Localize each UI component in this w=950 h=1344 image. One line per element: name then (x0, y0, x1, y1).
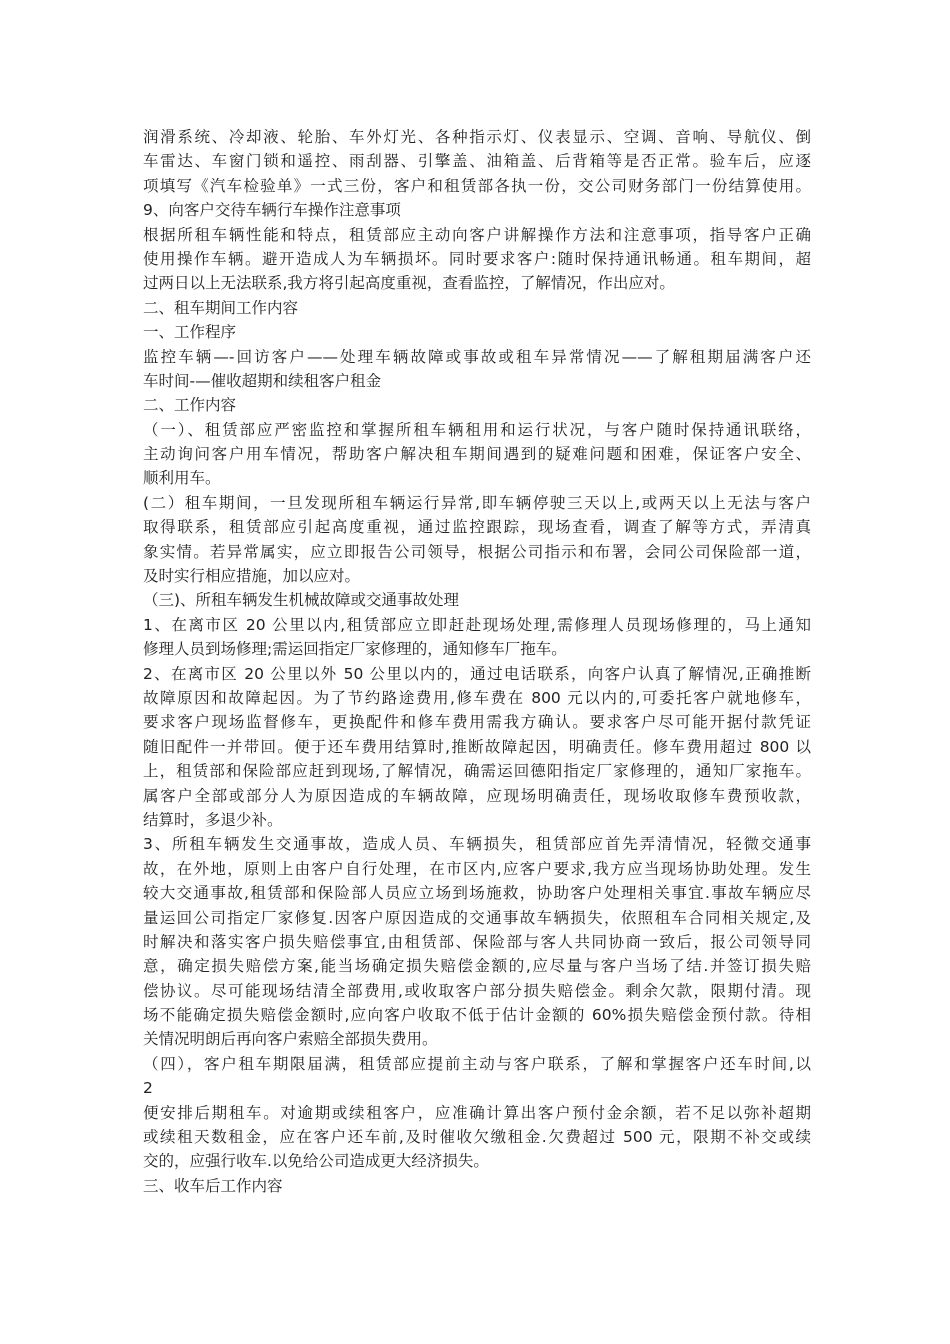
text-line: 要求客户现场监督修车，更换配件和修车费用需我方确认。要求客户尽可能开据付款凭证 (143, 713, 811, 732)
section-heading: （三)、所租车辆发生机械故障或交通事故处理 (143, 591, 460, 610)
text-line: 意，确定损失赔偿方案,能当场确定损失赔偿金额的,应尽量与客户当场了结.并签订损失赔 (143, 957, 811, 976)
text-line: 取得联系，租赁部应引起高度重视，通过监控跟踪，现场查看，调查了解等方式，弄清真 (143, 518, 811, 537)
text-line: 量运回公司指定厂家修复.因客户原因造成的交通事故车辆损失，依照租车合同相关规定,及 (143, 908, 811, 927)
text-line: 及时实行相应措施，加以应对。 (143, 567, 361, 586)
text-line: 关情况明朗后再向客户索赔全部损失费用。 (143, 1030, 438, 1049)
text-line: 上，租赁部和保险部应赶到现场,了解情况，确需运回德阳指定厂家修理的，通知厂家拖车。 (143, 762, 811, 781)
text-line: 车时间-—催收超期和续租客户租金 (143, 371, 382, 390)
text-line: (二）租车期间，一旦发现所租车辆运行异常,即车辆停驶三天以上,或两天以上无法与客户 (143, 493, 811, 512)
text-line: （一）、租赁部应严密监控和掌握所租车辆租用和运行状况，与客户随时保持通讯联络， (143, 420, 811, 439)
text-line: 结算时，多退少补。 (143, 810, 283, 829)
text-line: 象实情。若异常属实，应立即报告公司领导，根据公司指示和布署，会同公司保险部一道， (143, 542, 811, 561)
text-line: 随旧配件一并带回。便于还车费用结算时,推断故障起因，明确责任。修车费用超过 800 以 (143, 737, 811, 756)
section-heading: 二、工作内容 (143, 396, 237, 415)
text-line: 或续租天数租金，应在客户还车前,及时催收欠缴租金.欠费超过 500 元，限期不补交或续 (143, 1128, 811, 1147)
text-line: 偿协议。尽可能现场结清全部费用,或收取客户部分损失赔偿金。剩余欠款，限期付清。现 (143, 981, 811, 1000)
text-line: （四），客户租车期限届满，租赁部应提前主动与客户联系，了解和掌握客户还车时间,以 (143, 1054, 811, 1073)
text-line: 时解决和落实客户损失赔偿事宜,由租赁部、保险部与客人共同协商一致后，报公司领导同 (143, 932, 811, 951)
text-line: 2、在离市区 20 公里以外 50 公里以内的，通过电话联系，向客户认真了解情况,正确推断 (143, 664, 811, 683)
text-line: 便安排后期租车。对逾期或续租客户，应准确计算出客户预付金余额，若不足以弥补超期 (143, 1103, 811, 1122)
section-heading: 一、工作程序 (143, 323, 237, 342)
text-line: 属客户全部或部分人为原因造成的车辆故障，应现场明确责任，现场收取修车费预收款， (143, 786, 811, 805)
text-line: 较大交通事故,租赁部和保险部人员应立场到场施救，协助客户处理相关事宜.事故车辆应尽 (143, 884, 811, 903)
text-line: 交的，应强行收车.以免给公司造成更大经济损失。 (143, 1152, 489, 1171)
page-number: 2 (143, 1079, 153, 1098)
text-line: 监控车辆—-回访客户——处理车辆故障或事故或租车异常情况——了解租期届满客户还 (143, 347, 811, 366)
text-line: 故，在外地，原则上由客户自行处理，在市区内,应客户要求,我方应当现场协助处理。发生 (143, 859, 811, 878)
text-line: 1、在离市区 20 公里以内,租赁部应立即赶赴现场处理,需修理人员现场修理的，马上通知 (143, 615, 811, 634)
text-line: 修理人员到场修理;需运回指定厂家修理的，通知修车厂拖车。 (143, 640, 567, 659)
text-line: 主动询问客户用车情况，帮助客户解决租车期间遇到的疑难问题和困难，保证客户安全、 (143, 445, 811, 464)
section-heading: 二、租车期间工作内容 (143, 298, 299, 317)
text-line: 使用操作车辆。避开造成人为车辆损坏。同时要求客户:随时保持通讯畅通。租车期间，超 (143, 249, 811, 268)
section-heading: 三、收车后工作内容 (143, 1176, 283, 1195)
text-line: 顺利用车。 (143, 469, 221, 488)
text-line: 故障原因和故障起因。为了节约路途费用,修车费在 800 元以内的,可委托客户就地修车， (143, 688, 811, 707)
text-line: 车雷达、车窗门锁和遥控、雨刮器、引擎盖、油箱盖、后背箱等是否正常。验车后，应逐 (143, 152, 811, 171)
text-line: 润滑系统、冷却液、轮胎、车外灯光、各种指示灯、仪表显示、空调、音响、导航仪、倒 (143, 128, 811, 146)
text-line: 场不能确定损失赔偿金额时,应向客户收取不低于估计金额的 60%损失赔偿金预付款。待相 (143, 1006, 811, 1025)
text-line: 项填写《汽车检验单》一式三份，客户和租赁部各执一份，交公司财务部门一份结算使用。 (143, 176, 811, 195)
document-body (143, 125, 811, 1198)
text-line: 过两日以上无法联系,我方将引起高度重视，查看监控，了解情况，作出应对。 (143, 274, 675, 293)
section-heading: 9、向客户交待车辆行车操作注意事项 (143, 201, 401, 220)
text-line: 3、所租车辆发生交通事故，造成人员、车辆损失，租赁部应首先弄清情况，轻微交通事 (143, 835, 811, 854)
text-line: 根据所租车辆性能和特点，租赁部应主动向客户讲解操作方法和注意事项，指导客户正确 (143, 225, 811, 244)
